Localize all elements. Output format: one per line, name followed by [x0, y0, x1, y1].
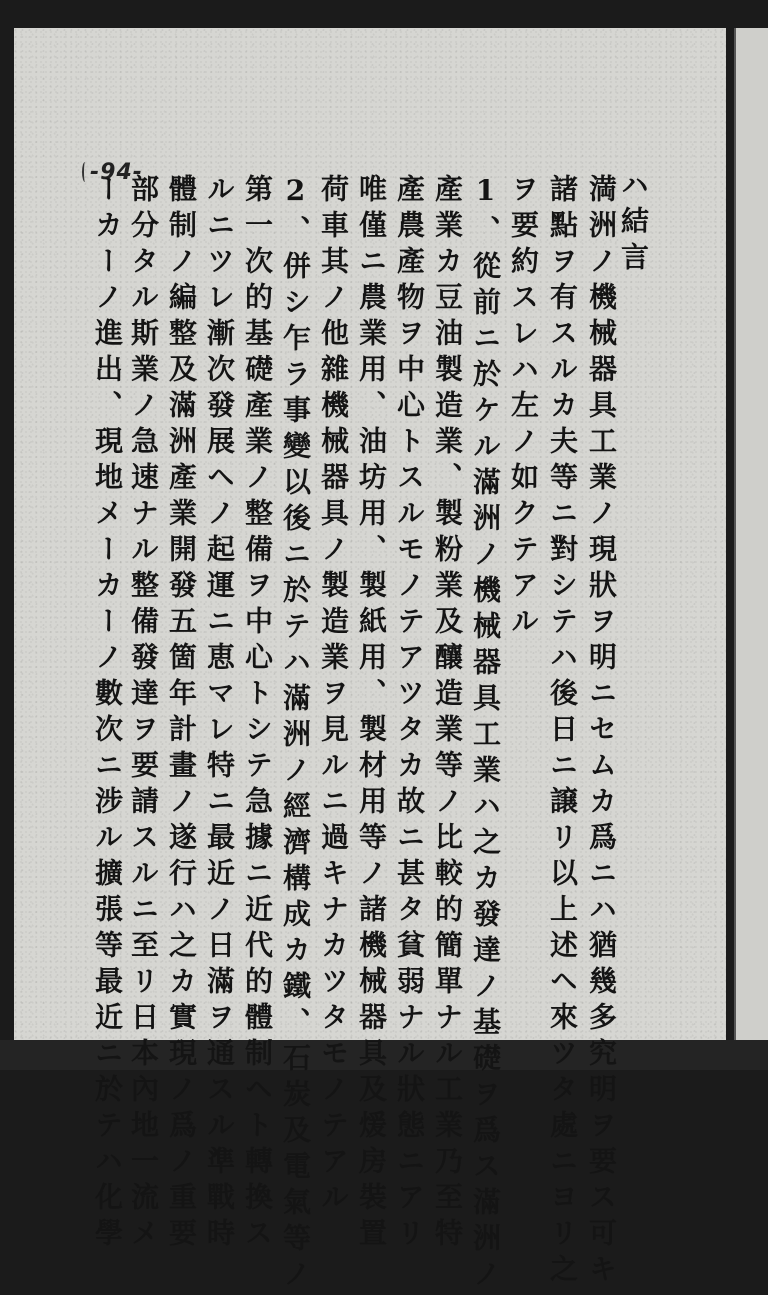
text-column-heading: ハ結言 [617, 170, 650, 278]
text-column: 唯僅ニ農業用、油坊用、製紙用、製材用等ノ諸機械器具及煖房裝置 [355, 174, 388, 1254]
text-column: 1、從前ニ於ケル滿洲ノ機械器具工業ハ之カ發達ノ基礎ヲ爲ス滿洲ノ [469, 174, 502, 1295]
text-column: ルニツレ漸次發展ヘノ起運ニ恵マレ特ニ最近ノ日滿ヲ通スル準戰時 [203, 174, 236, 1254]
text-column: ヲ要約スレハ左ノ如クテアル [507, 174, 540, 642]
text-column: 產業カ豆油製造業、製粉業及釀造業等ノ比較的簡單ナル工業乃至特 [431, 174, 464, 1254]
text-column: 體制ノ編整及滿洲產業開發五箇年計畫ノ遂行ハ之カ實現ノ爲ノ重要 [165, 174, 198, 1254]
text-column: ーカーノ進出、現地メーカーノ數次ニ涉ル擴張等最近ニ於テハ化學 [91, 174, 124, 1254]
text-column: 諸點ヲ有スルカ夫等ニ對シテハ後日ニ譲リ以上述ヘ來ツタ處ニヨリ之 [546, 174, 579, 1290]
text-column: 第一次的基礎產業ノ整備ヲ中心トシテ急據ニ近代的體制ヘト轉換ス [241, 174, 274, 1254]
text-column: 満洲ノ機械器具工業ノ現狀ヲ明ニセムカ爲ニハ猶幾多究明ヲ要ス可キ [585, 174, 618, 1290]
text-column: 部分タル斯業ノ急速ナル整備發達ヲ要請スルニ至リ日本內地一流メ [127, 174, 160, 1254]
adjacent-page-edge [734, 28, 768, 1040]
text-column: 產農產物ヲ中心トスルモノテアツタカ故ニ甚タ貧弱ナル狀態ニアリ [393, 174, 426, 1254]
text-column: 荷車其ノ他雜機械器具ノ製造業ヲ見ルニ過キナカツタモノテアル [317, 174, 350, 1218]
text-column: 2、併シ乍ラ事變以後ニ於テハ滿洲ノ經濟構成カ鐵、石炭及電氣等ノ [279, 174, 312, 1295]
page-number: -94- [90, 160, 143, 185]
